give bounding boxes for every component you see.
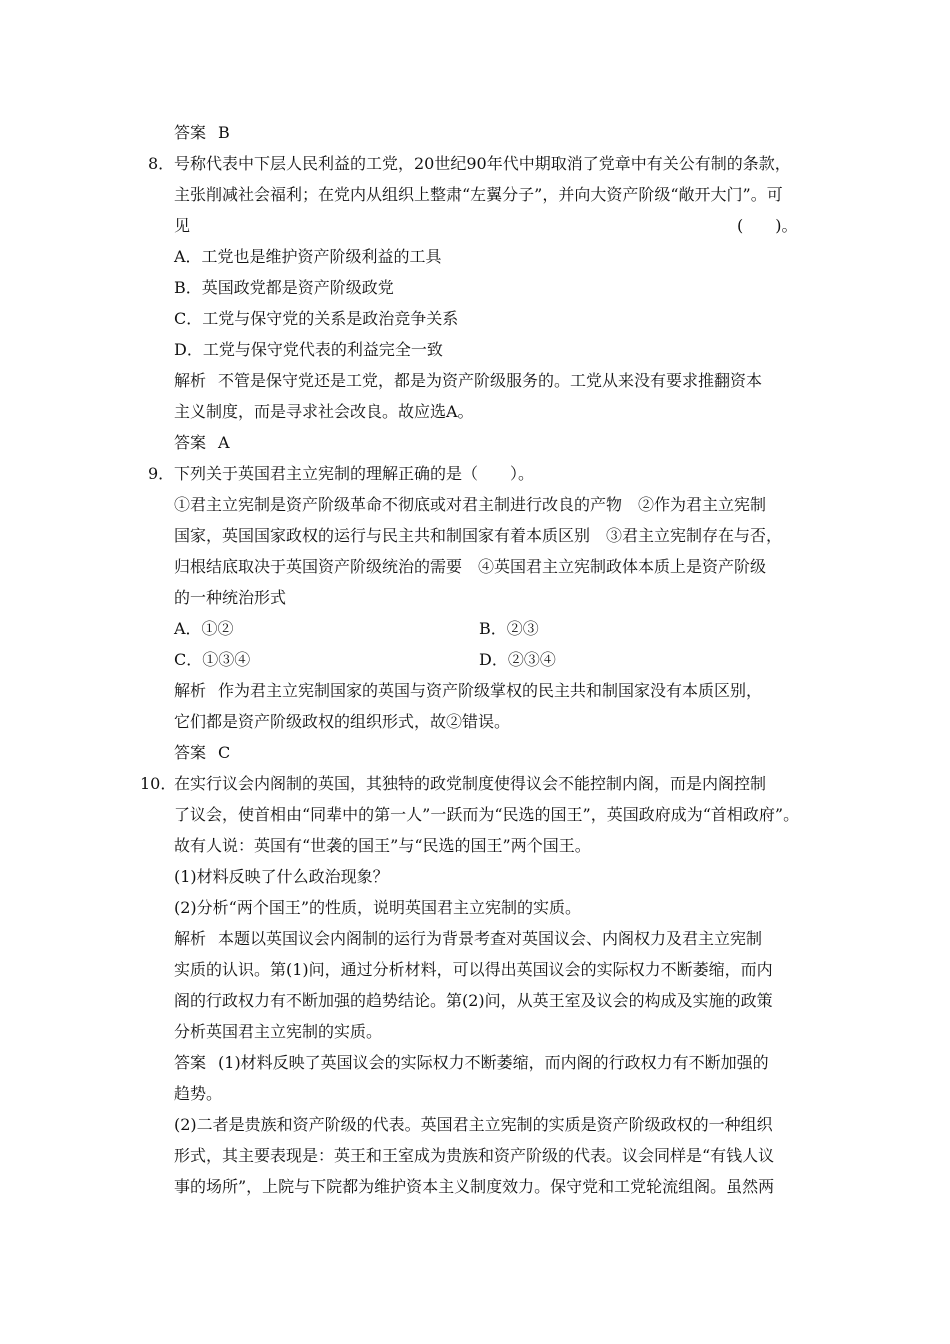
question-10-answer-line-4: 形式，其主要表现是：英王和王室成为贵族和资产阶级的代表。议会同样是“有钱人议: [174, 1146, 775, 1165]
question-10-analysis-line-4: 分析英国君主立宪制的实质。: [174, 1022, 383, 1041]
question-9-statement-line-4: 的一种统治形式: [174, 588, 287, 607]
question-9-analysis: [174, 681, 762, 701]
answer-value: B: [218, 123, 230, 142]
question-10-number: 10．: [140, 774, 177, 793]
analysis-text: 作为君主立宪制国家的英国与资产阶级掌权的民主共和制国家没有本质区别，: [218, 681, 763, 700]
question-9-stem: 下列关于英国君主立宪制的理解正确的是（ ）。: [174, 464, 535, 483]
analysis-label: 解析: [174, 929, 207, 948]
question-8-option-a: A．工党也是维护资产阶级利益的工具: [174, 247, 442, 266]
analysis-text: 不管是保守党还是工党，都是为资产阶级服务的。工党从来没有要求推翻资本: [218, 371, 763, 390]
question-8-number: 8．: [148, 154, 175, 173]
question-8-blank: ( )。: [737, 216, 798, 235]
question-9-statement-line-2: 国家，英国国家政权的运行与民主共和制国家有着本质区别 ③君主立宪制存在与否，: [174, 526, 783, 545]
question-10-line-2: 了议会，使首相由“同辈中的第一人”一跃而为“民选的国王”，英国政府成为“首相政府”。: [174, 805, 800, 824]
question-10-analysis-line-2: 实质的认识。第(1)问，通过分析材料，可以得出英国议会的实际权力不断萎缩，而内: [174, 960, 773, 979]
answer-8: [174, 433, 230, 453]
answer-label: 答案: [174, 1053, 207, 1072]
question-10-line-3: 故有人说：英国有“世袭的国王”与“民选的国王”两个国王。: [174, 836, 591, 855]
analysis-text: 本题以英国议会内阁制的运行为背景考查对英国议会、内阁权力及君主立宪制: [218, 929, 763, 948]
question-10-analysis-line-3: 阁的行政权力有不断加强的趋势结论。第(2)问，从英王室及议会的构成及实施的政策: [174, 991, 773, 1010]
answer-label: 答案: [174, 743, 207, 762]
answer-9: [174, 743, 230, 763]
question-10-analysis: [174, 929, 762, 949]
question-9-option-a: A．①②: [174, 619, 234, 638]
answer-label: 答案: [174, 123, 207, 142]
question-8-line-1: 号称代表中下层人民利益的工党，20世纪90年代中期取消了党章中有关公有制的条款，: [174, 154, 791, 173]
question-8-option-d: D．工党与保守党代表的利益完全一致: [174, 340, 443, 359]
answer-label: 答案: [174, 433, 207, 452]
question-9-statement-line-3: 归根结底取决于英国资产阶级统治的需要 ④英国君主立宪制政体本质上是资产阶级: [174, 557, 767, 576]
question-9-number: 9．: [148, 464, 175, 483]
question-9-option-b: B．②③: [479, 619, 539, 638]
question-8-option-c: C．工党与保守党的关系是政治竞争关系: [174, 309, 459, 328]
answer-text: (1)材料反映了英国议会的实际权力不断萎缩，而内阁的行政权力有不断加强的: [218, 1053, 769, 1072]
question-8-analysis-line-2: 主义制度，而是寻求社会改良。故应选A。: [174, 402, 474, 421]
question-8-line-2: 主张削减社会福利；在党内从组织上整肃“左翼分子”，并向大资产阶级“敞开大门”。可: [174, 185, 783, 204]
question-8-line-3: 见: [174, 216, 191, 235]
question-10-answer-line-3: (2)二者是贵族和资产阶级的代表。英国君主立宪制的实质是资产阶级政权的一种组织: [174, 1115, 773, 1134]
question-8-analysis: [174, 371, 762, 391]
question-8-option-b: B．英国政党都是资产阶级政党: [174, 278, 394, 297]
question-10-line-1: 在实行议会内阁制的英国，其独特的政党制度使得议会不能控制内阁，而是内阁控制: [174, 774, 767, 793]
question-9-analysis-line-2: 它们都是资产阶级政权的组织形式，故②错误。: [174, 712, 511, 731]
question-9-option-c: C．①③④: [174, 650, 251, 669]
question-10-sub-1: (1)材料反映了什么政治现象？: [174, 867, 389, 886]
analysis-label: 解析: [174, 371, 207, 390]
analysis-label: 解析: [174, 681, 207, 700]
question-9-option-d: D．②③④: [479, 650, 556, 669]
question-10-answer: [174, 1053, 769, 1073]
answer-7: [174, 123, 230, 143]
question-10-sub-2: (2)分析“两个国王”的性质，说明英国君主立宪制的实质。: [174, 898, 582, 917]
question-10-answer-line-5: 事的场所”，上院与下院都为维护资本主义制度效力。保守党和工党轮流组阁。虽然两: [174, 1177, 775, 1196]
question-10-answer-line-2: 趋势。: [174, 1084, 223, 1103]
answer-value: A: [218, 433, 230, 452]
question-9-statement-line-1: ①君主立宪制是资产阶级革命不彻底或对君主制进行改良的产物 ②作为君主立宪制: [174, 495, 767, 514]
answer-value: C: [218, 743, 231, 762]
